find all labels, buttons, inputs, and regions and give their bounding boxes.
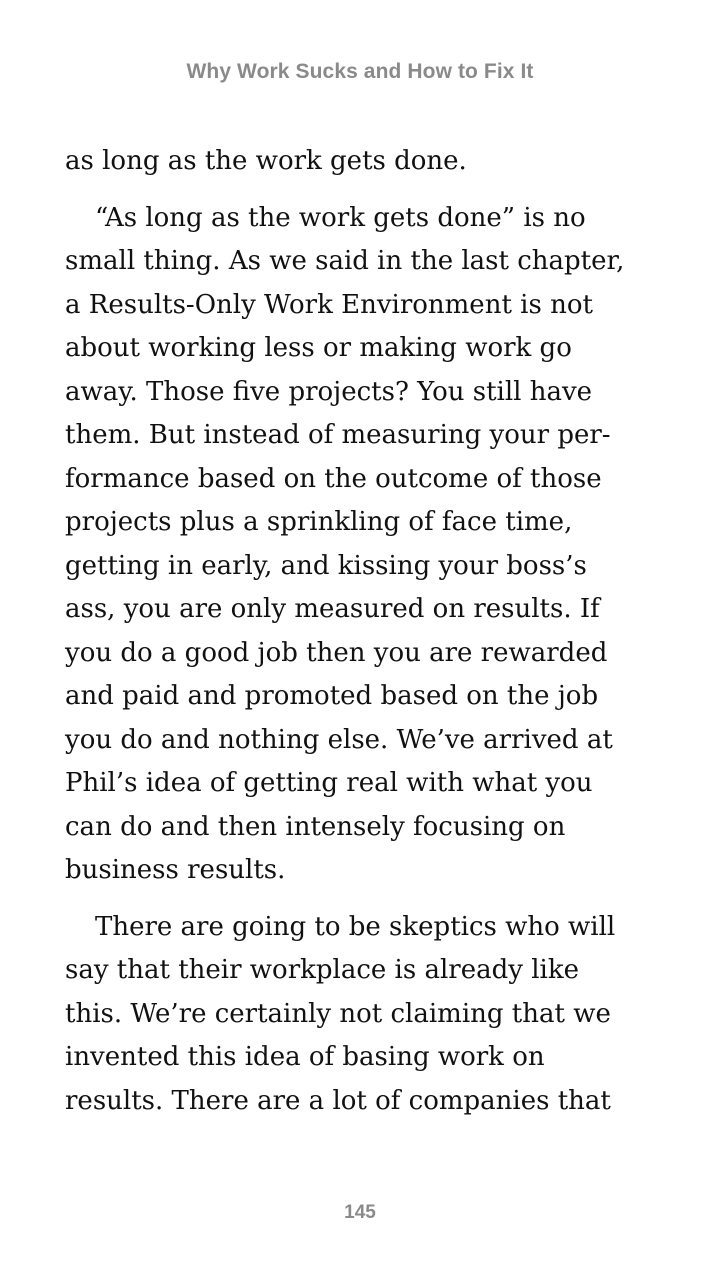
text-line: as long as the work gets done. xyxy=(65,146,467,176)
text-line: invented this idea of basing work on xyxy=(65,1042,545,1072)
text-line: small thing. As we said in the last chapter, xyxy=(65,246,625,276)
text-line: Phil’s idea of getting real with what you xyxy=(65,768,593,798)
paragraph xyxy=(65,906,655,1124)
text-line: ass, you are only measured on results. If xyxy=(65,594,600,624)
text-line: can do and then intensely focusing on xyxy=(65,811,566,842)
text-line: you do and nothing else. We’ve arrived at xyxy=(65,724,613,755)
book-title: Why Work Sucks and How to Fix It xyxy=(186,60,534,83)
text-line: results. There are a lot of companies that xyxy=(65,1085,611,1116)
text-line: a Results-Only Work Environment is not xyxy=(65,289,593,320)
text-line: projects plus a sprinkling of face time, xyxy=(65,507,573,537)
text-line: getting in early, and kissing your boss’s xyxy=(65,550,587,581)
text-line: about working less or making work go xyxy=(65,333,572,363)
text-line: say that their workplace is already like xyxy=(65,955,579,985)
text-line: There are going to be skeptics who will xyxy=(95,911,616,942)
text-line: business results. xyxy=(65,855,286,885)
page-number: 145 xyxy=(344,1202,376,1223)
text-line: formance based on the outcome of those xyxy=(65,463,602,494)
text-line: and paid and promoted based on the job xyxy=(65,681,599,711)
text-line: “As long as the work gets done” is no xyxy=(95,202,586,233)
text-line: this. We’re certainly not claiming that we xyxy=(65,998,611,1029)
page-text xyxy=(65,140,655,1123)
paragraph-continuation xyxy=(65,140,655,184)
text-line: you do a good job then you are rewarded xyxy=(65,637,608,668)
paragraph xyxy=(65,197,655,893)
text-line: them. But instead of measuring your per- xyxy=(65,420,611,450)
text-line: away. Those five projects? You still have xyxy=(65,376,593,407)
